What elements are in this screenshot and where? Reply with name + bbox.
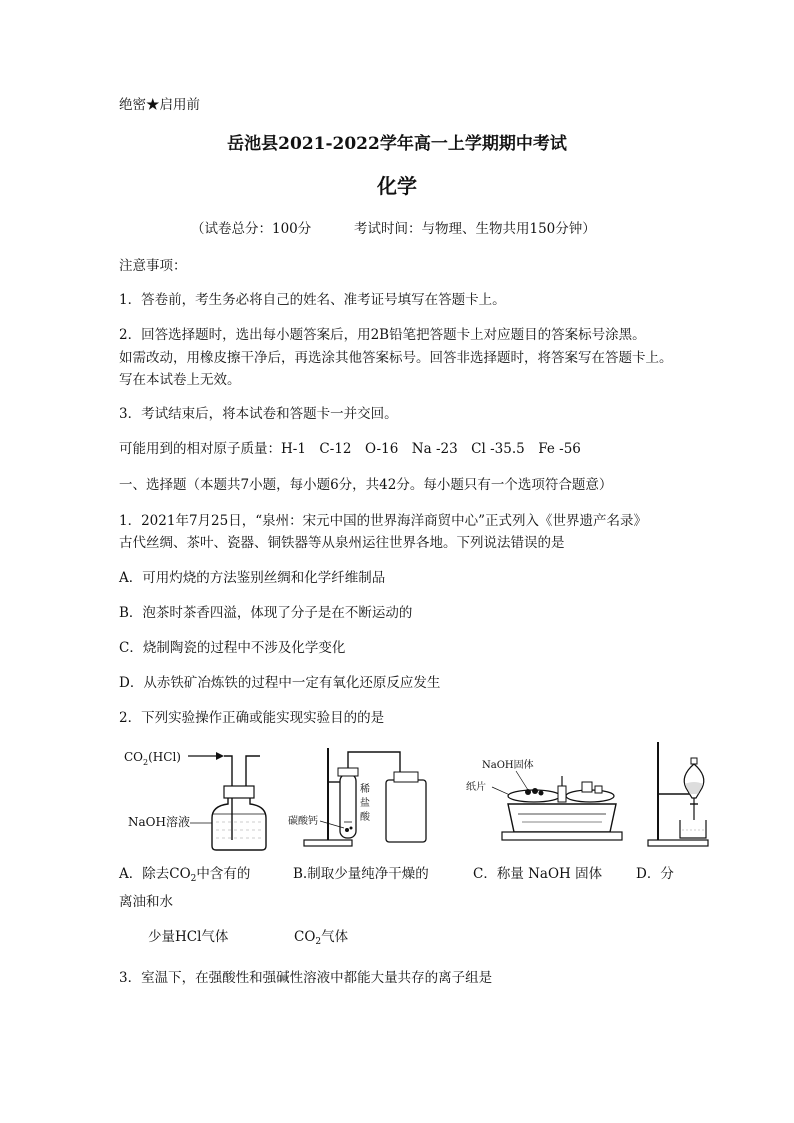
- svg-text:CO2(HCl): [124, 750, 181, 767]
- q2-option-a-pre: A．除去CO: [119, 866, 191, 882]
- figure-d-separatory-funnel: [646, 740, 716, 852]
- atomic-masses: 可能用到的相对原子质量：H-1 C-12 O-16 Na -23 Cl -35.5 Fe -56: [119, 441, 581, 457]
- figure-a-gas-wash-bottle: [120, 742, 280, 852]
- fig-b-acid-char-3: 酸: [360, 812, 370, 823]
- q1-stem-line-2: 古代丝绸、茶叶、瓷器、铜铁器等从泉州运往世界各地。下列说法错误的是: [119, 535, 565, 551]
- q2-stem: 2．下列实验操作正确或能实现实验目的的是: [119, 710, 385, 726]
- notes-heading: 注意事项：: [119, 258, 187, 274]
- q1-option-d: D．从赤铁矿冶炼铁的过程中一定有氧化还原反应发生: [119, 675, 441, 691]
- q2-option-a-sub: 2: [190, 874, 197, 884]
- fig-a-solution-label: NaOH溶液: [128, 815, 190, 829]
- q2-option-a-continued: 少量HCl气体: [148, 929, 229, 945]
- section-heading: 一、选择题（本题共7小题，每小题6分，共42分。每小题只有一个选项符合题意）: [119, 477, 613, 493]
- fig-a-gas-label-sub: 2: [143, 758, 149, 767]
- fig-c-solid-label: NaOH固体: [482, 760, 534, 771]
- note-item-3: 3．考试结束后，将本试卷和答题卡一并交回。: [119, 406, 398, 422]
- q3-stem: 3．室温下，在强酸性和强碱性溶液中都能大量共存的离子组是: [119, 970, 493, 986]
- q2-option-a: [119, 866, 250, 884]
- exam-score-info: （试卷总分：100分: [191, 221, 312, 237]
- q2-option-b-continued: [294, 929, 348, 947]
- fig-b-acid-char-2: 盐: [360, 798, 370, 809]
- note-item-2-line-3: 写在本试卷上无效。: [119, 372, 241, 388]
- note-item-2-line-1: 2．回答选择题时，选出每小题答案后，用2B铅笔把答题卡上对应题目的答案标号涂黑。: [119, 327, 646, 343]
- note-item-1: 1．答卷前，考生务必将自己的姓名、准考证号填写在答题卡上。: [119, 292, 506, 308]
- fig-a-gas-label-tail: (HCl): [148, 750, 181, 764]
- fig-b-solid-label: 碳酸钙: [288, 816, 318, 827]
- q2-option-c: C．称量 NaOH 固体: [473, 866, 603, 882]
- q2-option-d: D．分: [636, 866, 674, 882]
- q1-option-a: A．可用灼烧的方法鉴别丝绸和化学纤维制品: [119, 570, 386, 586]
- figure-c-balance: [462, 756, 622, 852]
- q1-stem-line-1: 1．2021年7月25日，“泉州：宋元中国的世界海洋商贸中心”正式列入《世界遗产名录》: [119, 513, 648, 529]
- q2-option-b-cont-sub: 2: [315, 937, 322, 947]
- q2-option-b-cont-main: CO: [294, 929, 316, 945]
- q1-option-c: C．烧制陶瓷的过程中不涉及化学变化: [119, 640, 346, 656]
- note-item-2-line-2: 如需改动，用橡皮擦干净后，再选涂其他答案标号。回答非选择题时，将答案写在答题卡上。: [119, 350, 673, 366]
- q2-option-b: B.制取少量纯净干燥的: [293, 866, 429, 882]
- fig-c-paper-label: 纸片: [466, 782, 486, 793]
- exam-title: 岳池县2021-2022学年高一上学期期中考试: [227, 134, 567, 154]
- q2-option-d-continued: 离油和水: [119, 894, 173, 910]
- exam-time-info: 考试时间：与物理、生物共用150分钟）: [354, 221, 596, 237]
- q2-option-a-post: 中含有的: [196, 866, 251, 882]
- subject-title: 化学: [377, 174, 417, 198]
- fig-b-acid-char-1: 稀: [360, 784, 370, 795]
- q2-option-b-cont-post: 气体: [321, 929, 349, 945]
- fig-a-gas-label-main: CO: [124, 750, 144, 764]
- q1-option-b: B．泡茶时茶香四溢，体现了分子是在不断运动的: [119, 605, 413, 621]
- figure-b-gas-generator: [288, 744, 435, 854]
- confidential-mark: 绝密★启用前: [119, 97, 200, 113]
